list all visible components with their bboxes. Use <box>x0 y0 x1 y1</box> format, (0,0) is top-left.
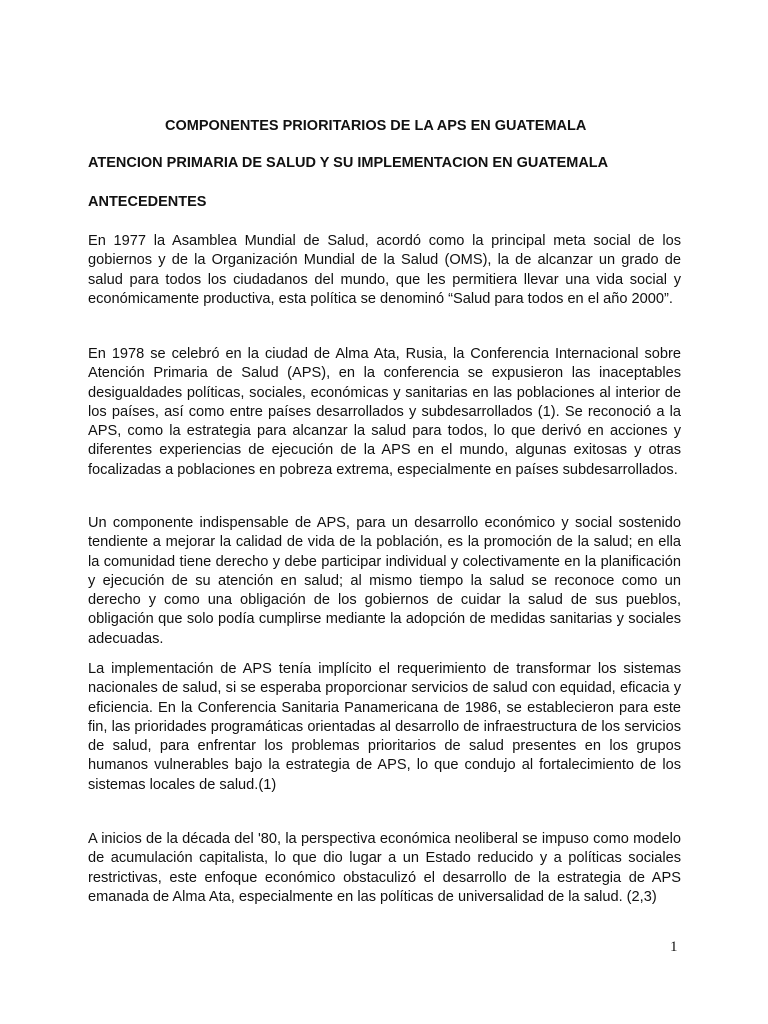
document-subtitle: ATENCION PRIMARIA DE SALUD Y SU IMPLEMENTACION EN GUATEMALA <box>88 155 609 171</box>
paragraph-5: A inicios de la década del '80, la perspectiva económica neoliberal se impuso como modelo de acumulación capitalista, lo que dio lugar a un Estado reducido y a políticas sociales restrictivas, este enfoque económico obstaculizó el desarrollo de la estrategia de APS emanada de Alma Ata, especialmente en las políticas de universalidad de la salud. (2,3) <box>88 831 681 905</box>
paragraph-1: En 1977 la Asamblea Mundial de Salud, acordó como la principal meta social de los gobiernos y de la Organización Mundial de la Salud (OMS), la de alcanzar un grado de salud para todos los ciudadanos del mundo, que les permitiera llevar una vida social y económicamente productiva, esta política se denominó “Salud para todos en el año 2000”. <box>88 233 681 307</box>
paragraph-3: Un componente indispensable de APS, para un desarrollo económico y social sostenido tendiente a mejorar la calidad de vida de la población, es la promoción de la salud; en ella la comunidad tiene derecho y debe participar individual y colectivamente en la planificación y ejecución de su atención en salud; al mismo tiempo la salud se reconoce como un derecho y como una obligación de los gobiernos de cuidar la salud de sus pueblos, obligación que solo podía cumplirse mediante la adopción de medidas sanitarias y sociales adecuadas. <box>88 515 681 647</box>
paragraph-4: La implementación de APS tenía implícito el requerimiento de transformar los sistemas nacionales de salud, si se esperaba proporcionar servicios de salud con equidad, eficacia y eficiencia. En la Conferencia Sanitaria Panamericana de 1986, se establecieron para este fin, las prioridades programáticas orientadas al desarrollo de infraestructura de los servicios de salud, para enfrentar los problemas prioritarios de salud presentes en los grupos humanos vulnerables bajo la estrategia de APS, lo que condujo al fortalecimiento de los sistemas locales de salud.(1) <box>88 661 681 793</box>
section-heading: ANTECEDENTES <box>88 194 207 210</box>
document-title: COMPONENTES PRIORITARIOS DE LA APS EN GUATEMALA <box>165 118 587 134</box>
paragraph-2: En 1978 se celebró en la ciudad de Alma Ata, Rusia, la Conferencia Internacional sobre Atención Primaria de Salud (APS), en la conferencia se expusieron las inaceptables desigualdades políticas, sociales, económicas y sanitarias en las poblaciones al interior de los países, así como entre países desarrollados y subdesarrollados (1). Se reconoció a la APS, como la estrategia para alcanzar la salud para todos, lo que derivó en acciones y diferentes experiencias de ejecución de la APS en el mundo, algunas exitosas y otras focalizadas a poblaciones en pobreza extrema, especialmente en países subdesarrollados. <box>88 346 681 478</box>
page-number: 1 <box>670 939 678 955</box>
